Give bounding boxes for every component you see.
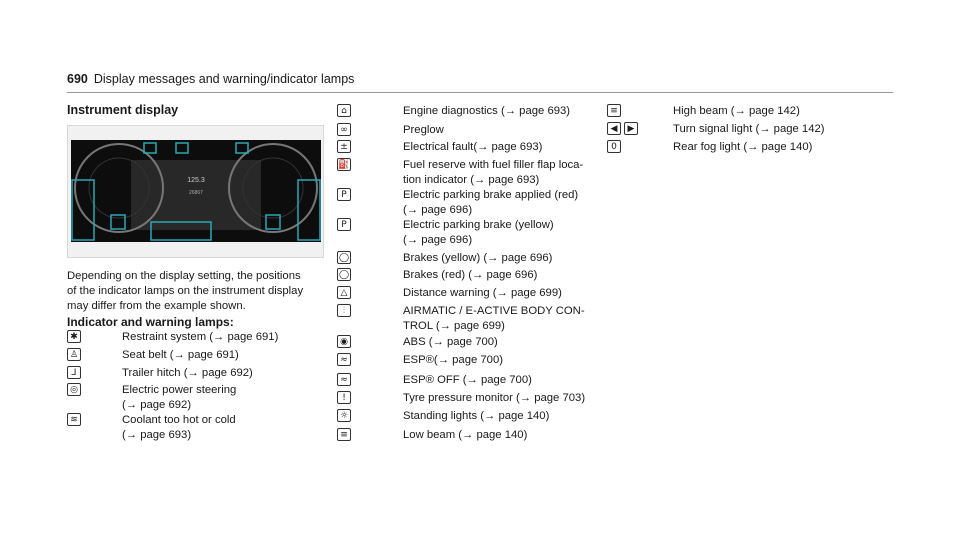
airbag-icon: ✱ (67, 330, 81, 343)
power-steering-icon: ◎ (67, 383, 81, 396)
seat-belt-icon: ♙ (67, 348, 81, 361)
trailer-hitch-icon: ⅃ (67, 366, 81, 379)
lamp-description (403, 123, 444, 138)
lamp-description (122, 366, 253, 381)
lamp-description-line: Brakes (red) (→ page 696) (403, 269, 538, 281)
preglow-icon: ∞ (337, 123, 351, 136)
lamp-description (403, 409, 549, 424)
odometer-readout: 26867 (189, 190, 203, 196)
section-title: Instrument display (67, 103, 179, 117)
description-paragraph (67, 269, 327, 314)
lamp-description-line: Fuel reserve with fuel filler flap loca- (403, 159, 584, 171)
lamp-description-line: Electric parking brake (yellow) (403, 219, 554, 231)
lamp-description-line: Standing lights (→ page 140) (403, 410, 550, 422)
brakes-yellow-icon: ◯ (338, 253, 350, 263)
lamp-description (673, 122, 825, 137)
fuel-icon: ⛽ (338, 160, 350, 170)
lamp-description-line: (→ page 693) (122, 428, 192, 441)
paragraph-line: of the indicator lamps on the instrument display (67, 285, 304, 297)
lamp-description-line: ESP®(→ page 700) (403, 354, 504, 366)
abs-icon: ◉ (337, 335, 351, 348)
lamp-description (403, 251, 552, 266)
paragraph-line: may differ from the example shown. (67, 300, 246, 312)
lamp-description-line: Trailer hitch (→ page 692) (122, 367, 253, 379)
lamp-description-line: Distance warning (→ page 699) (403, 287, 562, 299)
esp-off-icon: ≈ (337, 373, 351, 386)
lamp-description-line: Coolant too hot or cold (122, 414, 236, 426)
lamp-description-line: AIRMATIC / E-ACTIVE BODY CON- (403, 305, 585, 317)
lamp-description-line: Preglow (403, 124, 444, 136)
lamp-description-line: Rear fog light (→ page 140) (673, 141, 813, 153)
instrument-display-figure (67, 125, 324, 258)
lamp-description (403, 335, 498, 350)
page-header (67, 72, 354, 86)
lamp-description (673, 104, 800, 119)
lamp-description (122, 383, 236, 412)
lamp-description-line: Seat belt (→ page 691) (122, 349, 239, 361)
lamp-description (403, 304, 585, 333)
low-beam-icon: ≡ (337, 428, 351, 441)
parking-brake-yellow-icon: P (337, 218, 351, 231)
lamp-description-line: Electric parking brake applied (red) (403, 189, 579, 201)
instrument-display-illustration (71, 140, 321, 242)
turn-signal-icon: ▶ (624, 122, 638, 135)
lamp-description (403, 158, 583, 187)
lamps-heading: Indicator and warning lamps: (67, 315, 234, 329)
lamp-description (403, 373, 532, 388)
lamp-description-line: Electrical fault(→ page 693) (403, 141, 543, 153)
esp-icon: ≈ (337, 353, 351, 366)
lamp-description (403, 268, 537, 283)
airmatic-icon: ⫶ (337, 304, 351, 317)
lamp-description-line: Electric power steering (122, 384, 237, 396)
coolant-icon: ≋ (67, 413, 81, 426)
lamp-description (403, 188, 578, 217)
lamp-description-line: (→ page 692) (122, 398, 192, 411)
lamp-description-line: Brakes (yellow) (→ page 696) (403, 252, 553, 264)
lamp-description-line: Low beam (→ page 140) (403, 429, 528, 441)
lamp-description (403, 428, 527, 443)
lamp-description-line: ESP® OFF (→ page 700) (403, 374, 532, 386)
lamp-description (122, 413, 236, 442)
lamp-description-line: tion indicator (→ page 693) (403, 173, 540, 186)
lamp-description (403, 391, 585, 406)
lamp-description (403, 140, 542, 155)
standing-lights-icon: ☼ (337, 409, 351, 422)
header-title: Display messages and warning/indicator lamps (93, 72, 355, 86)
paragraph-line: Depending on the display setting, the positions (67, 270, 301, 282)
engine-icon: ⌂ (337, 104, 351, 117)
lamp-description-line: (→ page 696) (403, 233, 473, 246)
lamp-description-line: ABS (→ page 700) (403, 336, 498, 348)
tyre-pressure-icon: ! (337, 391, 351, 404)
lamp-description (673, 140, 812, 155)
lamp-description (122, 348, 239, 363)
brakes-red-icon: ◯ (338, 270, 350, 280)
lamp-description-line: Turn signal light (→ page 142) (673, 123, 825, 135)
lamp-description-line: TROL (→ page 699) (403, 319, 505, 332)
high-beam-icon: ≡ (607, 104, 621, 117)
battery-icon: ± (337, 140, 351, 153)
lamp-description-line: High beam (→ page 142) (673, 105, 800, 117)
lamp-description-line: Tyre pressure monitor (→ page 703) (403, 392, 586, 404)
lamp-description (403, 104, 570, 119)
parking-brake-red-icon: P (337, 188, 351, 201)
lamp-description-line: Restraint system (→ page 691) (122, 331, 279, 343)
distance-warning-icon: △ (337, 286, 351, 299)
turn-signal-icon: ◀ (607, 122, 621, 135)
lamp-description (403, 286, 562, 301)
rear-fog-icon: 0 (607, 140, 621, 153)
lamp-description-line: (→ page 696) (403, 203, 473, 216)
lamp-description (403, 353, 503, 368)
lamp-description (122, 330, 278, 345)
speed-readout: 125.3 (187, 177, 205, 184)
page-number: 690 (67, 72, 88, 86)
header-rule (67, 92, 893, 93)
lamp-description-line: Engine diagnostics (→ page 693) (403, 105, 571, 117)
lamp-description (403, 218, 554, 247)
